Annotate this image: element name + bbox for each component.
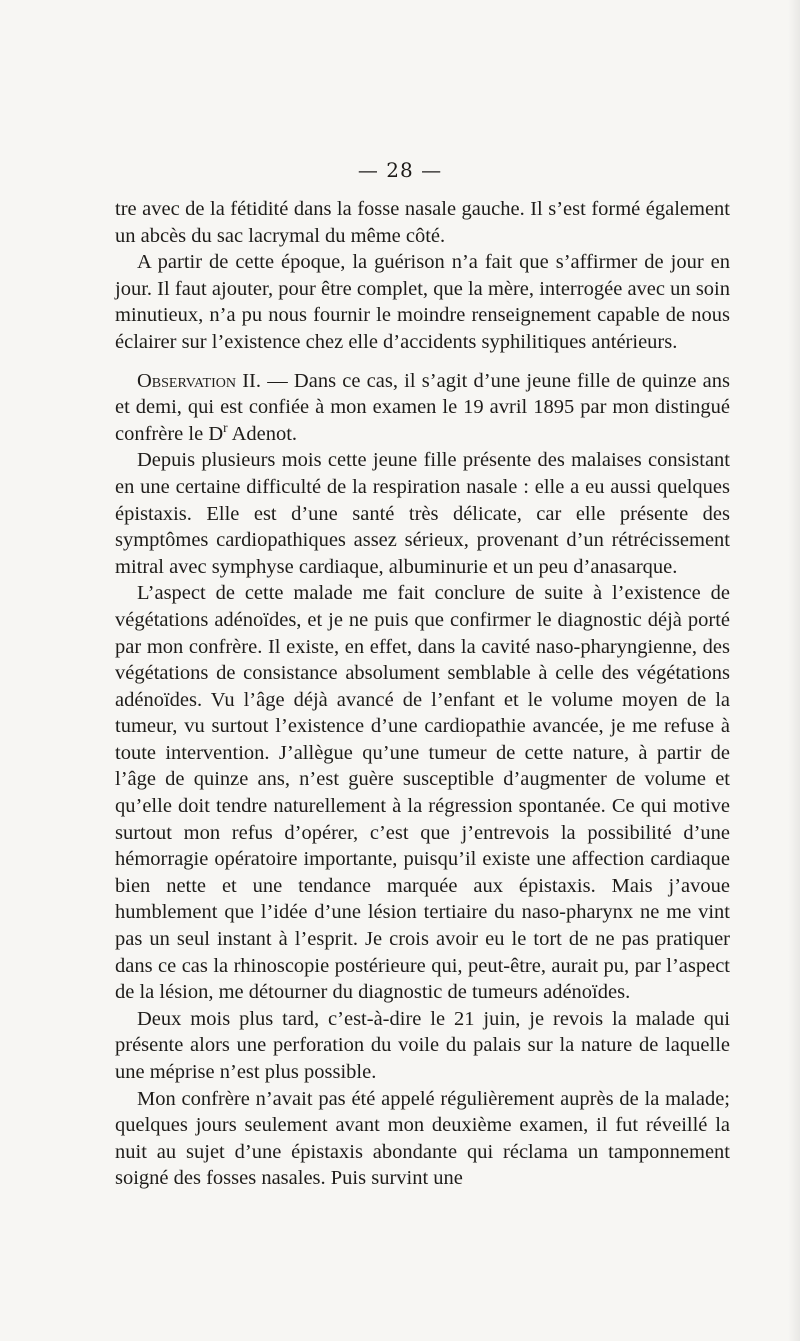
paragraph-healing: A partir de cette époque, la guérison n’a fait que s’affirmer de jour en jour. Il faut ajouter, pour être complet, que la mère, interrogée avec un soin minutieux, n’a pu nous fournir le moindre renseignement capable de nous éclairer sur l’existence chez elle d’accidents syphilitiques antérieurs.	[115, 251, 730, 353]
page-edge-shadow	[788, 0, 800, 1341]
paragraph-continuation: tre avec de la fétidité dans la fosse nasale gauche. Il s’est formé également un abcès du sac lacrymal du même côté.	[115, 198, 730, 247]
body-text	[115, 196, 730, 1192]
observation-text-before: — Dans ce cas, il s’agit d’une jeune fille de quinze ans et demi, qui est confiée à mon examen le 19 avril 1895 par mon distingué confrère le D	[115, 369, 731, 445]
observation-heading: Observation II.	[137, 369, 261, 392]
paragraph-observation-ii	[115, 368, 730, 448]
paragraph-two-months-later: Deux mois plus tard, c’est-à-dire le 21 juin, je revois la malade qui présente alors une perforation du voile du palais sur la nature de laquelle une méprise n’est plus possible.	[115, 1007, 730, 1083]
paragraph-symptoms: Depuis plusieurs mois cette jeune fille présente des malaises consistant en une certaine difficulté de la respiration nasale : elle a eu aussi quelques épistaxis. Elle est d’une santé très délicate, car elle présente des symptômes cardiopathiques assez sérieux, provenant d’un rétrécissement mitral avec symphyse cardiaque, albuminurie et un peu d’anasarque.	[115, 449, 730, 578]
observation-text-after: Adenot.	[227, 422, 298, 445]
page-number: — 28 —	[357, 158, 443, 182]
paragraph-diagnosis: L’aspect de cette malade me fait conclure de suite à l’existence de végétations adénoïdes, et je ne puis que confirmer le diagnostic déjà porté par mon confrère. Il existe, en effet, dans la cavité naso-pharyngienne, des végétations de consistance absolument semblable à celle des végétations adénoïdes. Vu l’âge déjà avancé de l’enfant et le volume moyen de la tumeur, vu surtout l’existence d’une cardiopathie avancée, je me refuse à toute intervention. J’allègue qu’une tumeur de cette nature, à partir de l’âge de quinze ans, n’est guère susceptible d’augmenter de volume et qu’elle doit tendre naturellement à la régression spontanée. Ce qui motive surtout mon refus d’opérer, c’est que j’entrevois la possibilité d’une hémorragie opératoire importante, puisqu’il existe une affection cardiaque bien nette et une tendance marquée aux épistaxis. Mais j’avoue humblement que l’idée d’une lésion tertiaire du naso-pharynx ne me vint pas un seul instant à l’esprit. Je crois avoir eu le tort de ne pas pratiquer dans ce cas la rhinoscopie postérieure qui, peut-être, aurait pu, par l’aspect de la lésion, me détourner du diagnostic de tumeurs adénoïdes.	[115, 582, 730, 1004]
paragraph-colleague: Mon confrère n’avait pas été appelé régulièrement auprès de la malade; quelques jours seulement avant mon deuxième examen, il fut réveillé la nuit au sujet d’une épistaxis abondante qui réclama un tamponnement soigné des fosses nasales. Puis survint une	[115, 1087, 730, 1190]
doctor-abbrev-sup: r	[223, 419, 228, 435]
